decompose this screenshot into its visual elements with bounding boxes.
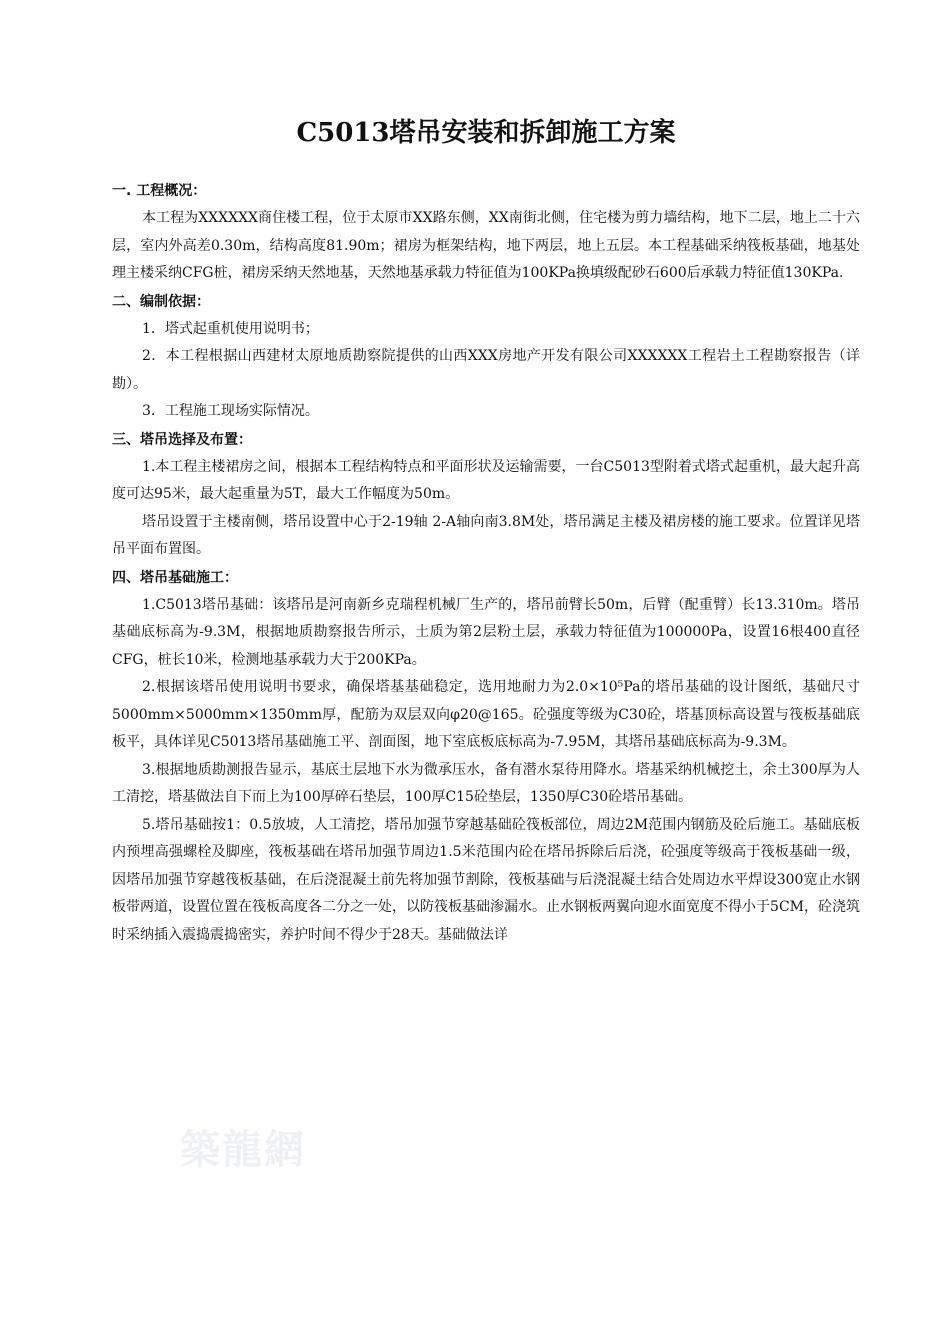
section-overview <box>112 177 860 288</box>
paragraph: 本工程为XXXXXX商住楼工程，位于太原市XX路东侧，XX南街北侧，住宅楼为剪力墙结构，地下二层，地上二十六层，室内外高差0.30m，结构高度81.90m；裙房为框架结构，地下两层，地上五层。本工程基础采纳筏板基础，地基处理主楼采纳CFG桩，裙房采纳天然地基，天然地基承载力特征值为100KPa换填级配砂石600后承载力特征值130KPa. <box>112 210 860 281</box>
paragraph: 1.本工程主楼裙房之间，根据本工程结构特点和平面形状及运输需要，一台C5013型附着式塔式起重机，最大起升高度可达95米，最大起重量为5T，最大工作幅度为50m。 <box>112 458 860 502</box>
paragraph: 3．工程施工现场实际情况。 <box>142 403 319 419</box>
section-foundation <box>112 564 860 950</box>
document-page <box>112 112 860 949</box>
paragraph: 2．本工程根据山西建材太原地质勘察院提供的山西XXX房地产开发有限公司XXXXXX工程岩土工程勘察报告（详勘）。 <box>112 348 860 392</box>
section-heading: 四、塔吊基础施工： <box>112 569 238 586</box>
paragraph: 2.根据该塔吊使用说明书要求，确保塔基基础稳定，选用地耐力为2.0×10⁵Pa的塔吊基础的设计图纸，基础尺寸5000mm×5000mm×1350mm厚，配筋为双层双向φ20@165。砼强度等级为C30砼，塔基顶标高设置与筏板基础底板平，具体详见C5013塔吊基础施工平、剖面图，地下室底板底标高为-7.95M，其塔吊基础底标高为-9.3M。 <box>112 679 860 750</box>
section-crane-selection <box>112 426 860 564</box>
paragraph: 3.根据地质勘测报告显示，基底土层地下水为微承压水，备有潜水泵待用降水。塔基采纳机械挖土，余土300厚为人工清挖，塔基做法自下而上为100厚碎石垫层，100厚C15砼垫层，1350厚C30砼塔吊基础。 <box>112 761 860 805</box>
paragraph: 1．塔式起重机使用说明书； <box>142 320 319 337</box>
watermark-logo: 築龍網 <box>180 1126 306 1173</box>
paragraph: 塔吊设置于主楼南侧，塔吊设置中心于2-19轴 2-A轴向南3.8M处，塔吊满足主楼及裙房楼的施工要求。位置详见塔吊平面布置图。 <box>112 513 860 557</box>
section-heading: 二、编制依据： <box>112 293 210 310</box>
section-basis <box>112 288 860 426</box>
paragraph: 5.塔吊基础按1：0.5放坡，人工清挖，塔吊加强节穿越基础砼筏板部位，周边2M范围内钢筋及砼后施工。基础底板内预埋高强螺栓及脚座，筏板基础在塔吊加强节周边1.5米范围内砼在塔吊拆除后后浇，砼强度等级高于筏板基础一级，因塔吊加强节穿越筏板基础，在后浇混凝土前先将加强节割除，筏板基础与后浇混凝土结合处周边水平焊设300宽止水钢板带两道，设置位置在筏板高度各二分之一处，以防筏板基础渗漏水。止水钢板两翼向迎水面宽度不得小于5CM，砼浇筑时采纳插入震捣震捣密实，养护时间不得少于28天。基础做法详 <box>112 816 860 943</box>
section-heading: 三、塔吊选择及布置： <box>112 431 252 448</box>
paragraph: 1.C5013塔吊基础：该塔吊是河南新乡克瑞程机械厂生产的，塔吊前臂长50m，后臂（配重臂）长13.310m。塔吊基础底标高为-9.3M，根据地质勘察报告所示，土质为第2层粉土层，承载力特征值为100000Pa，设置16根400直径CFG，桩长10米，检测地基承载力大于200KPa。 <box>112 596 860 668</box>
section-heading: 一. 工程概况： <box>112 183 207 199</box>
document-title: C5013塔吊安装和拆卸施工方案 <box>296 118 676 148</box>
